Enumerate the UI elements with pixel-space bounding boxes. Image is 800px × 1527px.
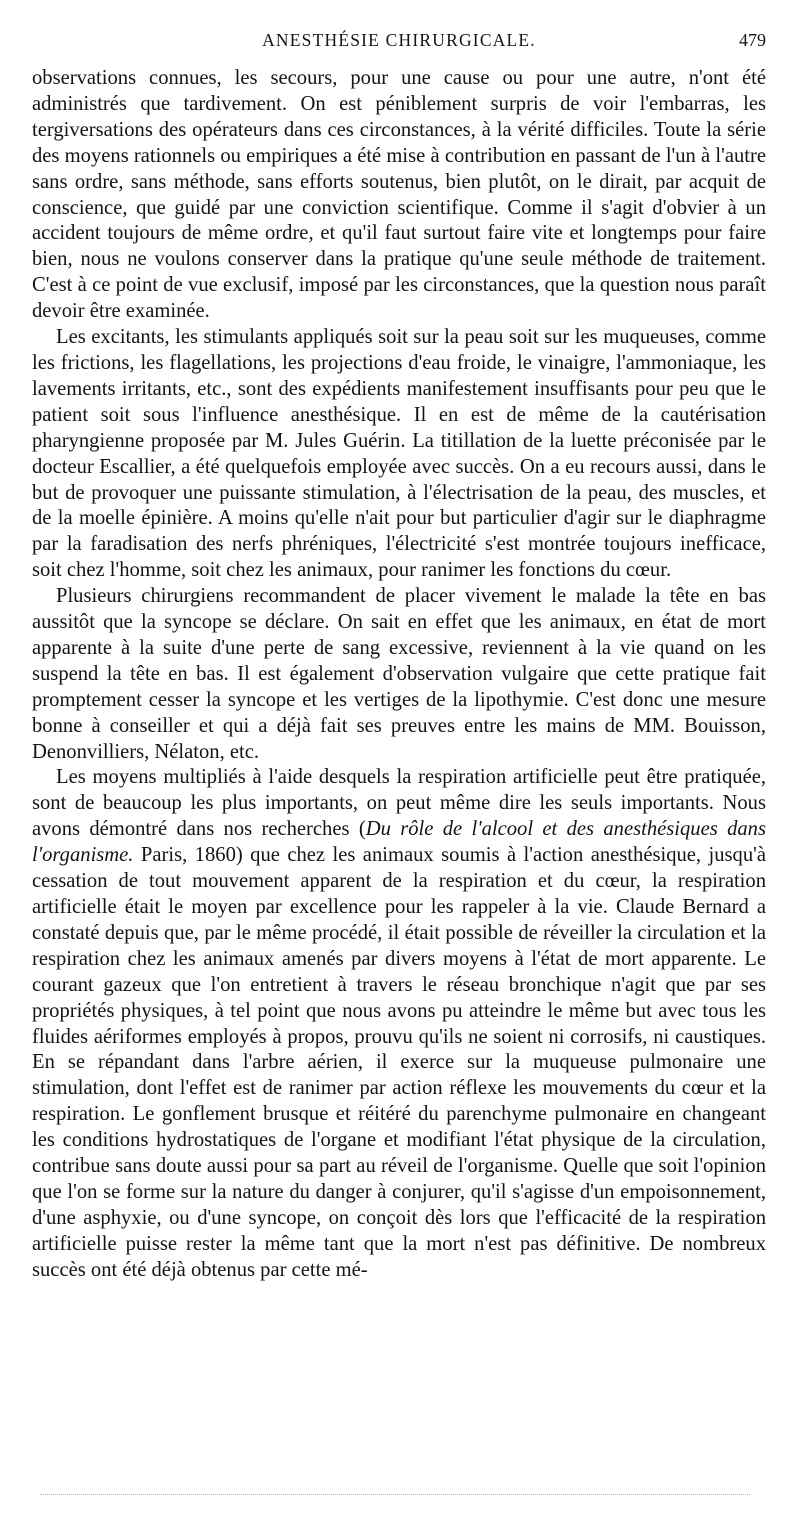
paragraph-2: Les excitants, les stimulants appliqués soit sur la peau soit sur les muqueuses, comme les frictions, les flagellations, les projections d'eau froide, le vinaigre, l'ammoniaque, les lavements irritants, etc., sont des expédients manifestement insuffisants pour peu que le patient soit sous l'influence anesthésique. Il en est de même de la cautérisation pharyngienne proposée par M. Jules Guérin. La titillation de la luette préconisée par le docteur Escallier, a été quelquefois employée avec succès. On a eu recours aussi, dans le but de provoquer une puissante stimulation, à l'électrisation de la peau, des muscles, et de la moelle épinière. A moins qu'elle n'ait pour but particulier d'agir sur le diaphragme par la faradisation des nerfs phréniques, l'électricité s'est montrée toujours inefficace, soit chez l'homme, soit chez les animaux, pour ranimer les fonctions du cœur.	[32, 326, 766, 582]
body-text	[32, 66, 766, 1284]
paragraph-4-text-before: Les moyens multipliés à l'aide desquels la respiration artificielle peut être pratiquée, sont de beaucoup les plus importants, on peut même dire les seuls importants. Nous avons démontré dans nos recherches (	[32, 766, 766, 841]
paragraph-4	[32, 765, 766, 1283]
footer-rule	[40, 1494, 750, 1495]
book-page	[32, 30, 766, 1284]
book-citation: Du rôle de l'alcool et des anesthésiques dans l'organisme.	[32, 818, 766, 867]
paragraph-3: Plusieurs chirurgiens recommandent de placer vivement le malade la tête en bas aussitôt que la syncope se déclare. On sait en effet que les animaux, en état de mort apparente à la suite d'une perte de sang excessive, reviennent à la vie quand on les suspend la tête en bas. Il est également d'observation vulgaire que cette pratique fait promptement cesser la syncope et les vertiges de la lipothymie. C'est donc une mesure bonne à conseiller et qui a déjà fait ses preuves entre les mains de MM. Bouisson, Denonvilliers, Nélaton, etc.	[32, 585, 766, 763]
paragraph-4-text-after: Paris, 1860) que chez les animaux soumis à l'action anesthésique, jusqu'à cessation de tout mouvement apparent de la respiration et du cœur, la respiration artificielle était le moyen par excellence pour les rappeler à la vie. Claude Bernard a constaté depuis que, par le même procédé, il était possible de réveiller la circulation et la respiration chez les animaux amenés par divers moyens à l'état de mort apparente. Le courant gazeux que l'on entretient à travers le réseau bronchique n'agit que par ses propriétés physiques, à tel point que nous avons pu atteindre le même but avec tous les fluides aériformes employés à propos, prouvu qu'ils ne soient ni corrosifs, ni caustiques. En se répandant dans l'arbre aérien, il exerce sur la muqueuse pulmonaire une stimulation, dont l'effet est de ranimer par action réflexe les mouvements du cœur et la respiration. Le gonflement brusque et réitéré du parenchyme pulmonaire en changeant les conditions hydrostatiques de l'organe et modifiant l'état physique de la circulation, contribue sans doute aussi pour sa part au réveil de l'organisme. Quelle que soit l'opinion que l'on se forme sur la nature du danger à conjurer, qu'il s'agisse d'un empoisonnement, d'une asphyxie, ou d'une syncope, on conçoit dès lors que l'efficacité de la respiration artificielle puisse rester la même tant que la mort n'est pas définitive. De nombreux succès ont été déjà obtenus par cette mé-	[32, 844, 766, 1281]
page-number: 479	[739, 30, 766, 50]
running-head: ANESTHÉSIE CHIRURGICALE.	[262, 30, 536, 50]
paragraph-1: observations connues, les secours, pour une cause ou pour une autre, n'ont été administrés que tardivement. On est péniblement surpris de voir l'embarras, les tergiversations des opérateurs dans ces circonstances, à la vérité difficiles. Toute la série des moyens rationnels ou empiriques a été mise à contribution en passant de l'un à l'autre sans ordre, sans méthode, sans efforts soutenus, bien plutôt, on le dirait, par acquit de conscience, que guidé par une conviction scientifique. Comme il s'agit d'obvier à un accident toujours de même ordre, et qu'il faut surtout faire vite et longtemps pour faire bien, nous ne voulons conserver dans la pratique qu'une seule méthode de traitement. C'est à ce point de vue exclusif, imposé par les circonstances, que la question nous paraît devoir être examinée.	[32, 67, 766, 323]
page-header	[32, 30, 766, 60]
